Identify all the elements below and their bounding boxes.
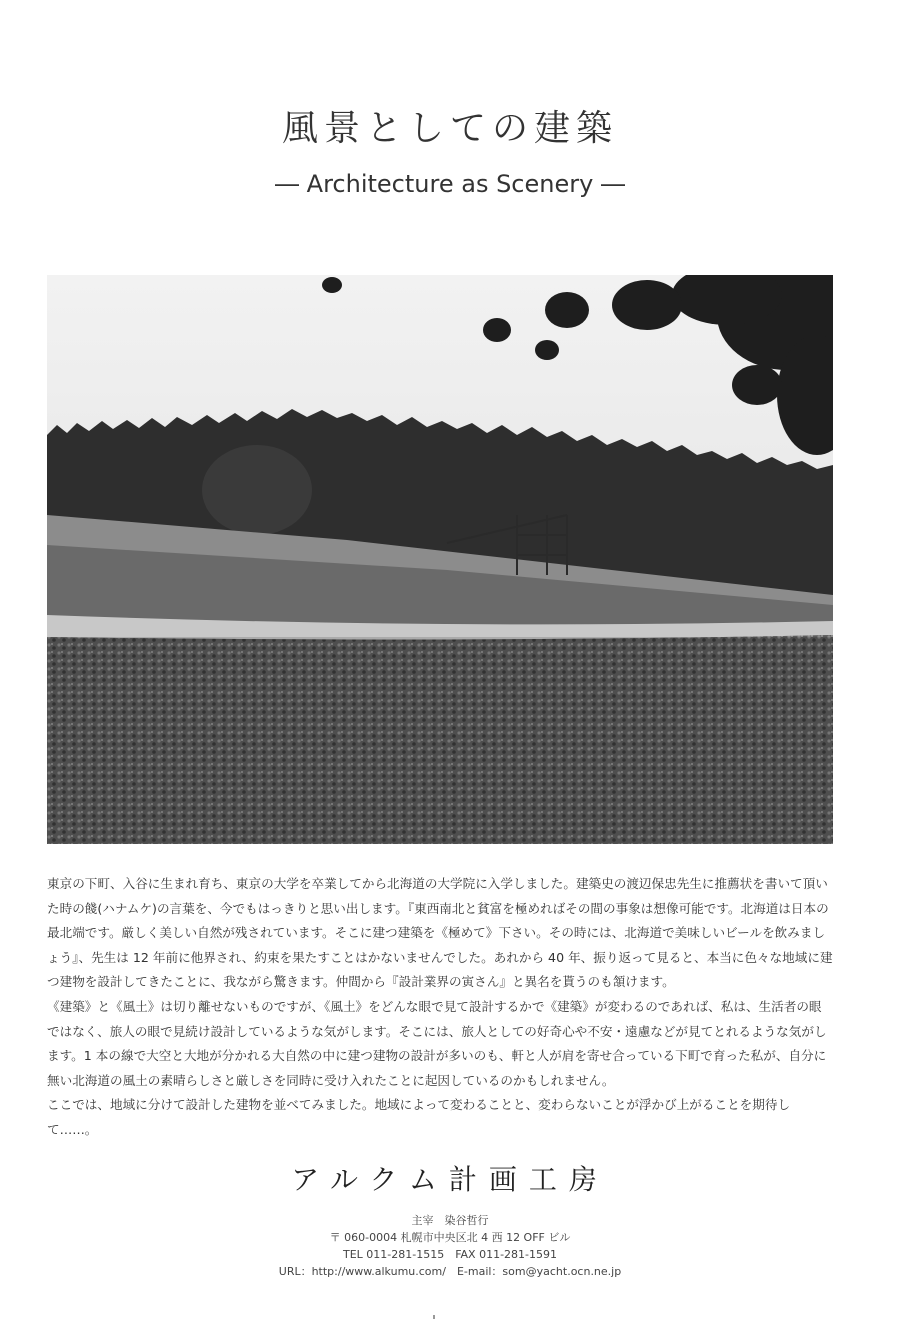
page-subtitle: ― Architecture as Scenery ― bbox=[275, 170, 625, 198]
body-paragraph-2: 《建築》と《風土》は切り離せないものですが、《風土》をどんな眼で見て設計するかで《建築》が変わるのであれば、私は、生活者の眼ではなく、旅人の眼で見続け設計しているような気がします。そこには、旅人としての好奇心や不安・遠慮などが見てとれるような気がします。1 本の線で大空と大地が分かれる大自然の中に建つ建物の設計が多いのも、軒と人が肩を寄せ合っている下町で育った私が、自分に無い北海道の風土の素晴らしさと厳しさを同時に受け入れたことに起因しているのかもしれません。 bbox=[47, 998, 827, 1088]
page-title: 風景としての建築 bbox=[281, 108, 618, 149]
body-paragraph-3: ここでは、地域に分けて設計した建物を並べてみました。地域によって変わることと、変わらないことが浮かび上がることを期待して……。 bbox=[47, 1097, 791, 1137]
address: 〒 060-0004 札幌市中央区北 4 西 12 OFF ビル bbox=[329, 1231, 571, 1244]
lone-tree bbox=[202, 445, 312, 535]
principal: 主宰 染谷哲行 bbox=[411, 1214, 489, 1227]
contact-info bbox=[0, 1212, 900, 1280]
firm-name: アルクム計画工房 bbox=[291, 1163, 609, 1196]
body-text bbox=[47, 872, 833, 1143]
body-paragraph-1: 東京の下町、入谷に生まれ育ち、東京の大学を卒業してから北海道の大学院に入学しました。建築史の渡辺保忠先生に推薦状を書いて頂いた時の餞(ハナムケ)の言葉を、今でもはっきりと思い出します。『東西南北と貧富を極めればその間の事象は想像可能です。北海道は日本の最北端です。厳しく美しい自然が残されています。そこに建つ建築を《極めて》下さい。その時には、北海道で美味しいビールを飲みましょう』、先生は 12 年前に他界され、約束を果たすことはかないませんでした。あれから 40 年、振り返って見ると、本当に色々な地域に建つ建物を設計してきたことに、我ながら驚きます。仲間から『設計業界の寅さん』と異名を貰うのも頷けます。 bbox=[47, 876, 833, 990]
page-mark bbox=[433, 1315, 435, 1319]
landscape-photo bbox=[47, 275, 833, 844]
phone-fax: TEL 011-281-1515 FAX 011-281-1591 bbox=[342, 1248, 558, 1261]
web-email: URL：http://www.alkumu.com/ E-mail：som@yacht.ocn.ne.jp bbox=[278, 1265, 622, 1278]
